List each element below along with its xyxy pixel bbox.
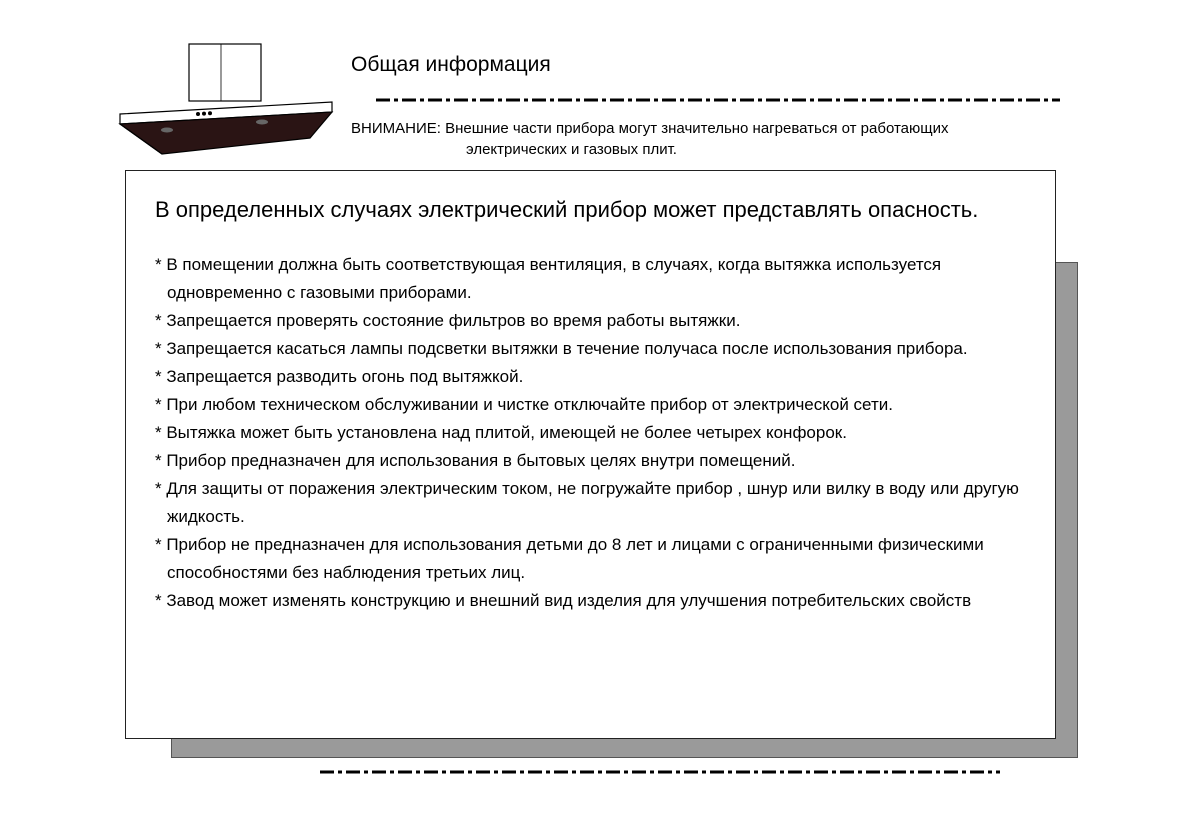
list-item: * Запрещается касаться лампы подсветки вытяжки в течение получаса после использования прибора. — [155, 339, 968, 358]
list-item: * В помещении должна быть соответствующая вентиляция, в случаях, когда вытяжка используется одновременно с газовыми приборами. — [155, 255, 942, 302]
warning-note — [351, 118, 1091, 160]
safety-panel — [125, 170, 1056, 739]
warning-line-1: ВНИМАНИЕ: Внешние части прибора могут значительно нагреваться от работающих — [351, 120, 949, 137]
section-title: Общая информация — [351, 53, 551, 76]
range-hood-illustration — [112, 42, 342, 162]
list-item: * Прибор не предназначен для использования детьми до 8 лет и лицами с ограниченными физическими способностями без наблюдения третьих лиц. — [155, 535, 984, 582]
list-item: * Вытяжка может быть установлена над плитой, имеющей не более четырех конфорок. — [155, 423, 847, 442]
list-item: * Завод может изменять конструкцию и внешний вид изделия для улучшения потребительских свойств — [155, 591, 972, 610]
list-item: * Запрещается разводить огонь под вытяжкой. — [155, 367, 524, 386]
list-item: * Запрещается проверять состояние фильтров во время работы вытяжки. — [155, 311, 741, 330]
list-item: * При любом техническом обслуживании и чистке отключайте прибор от электрической сети. — [155, 395, 893, 414]
safety-lead: В определенных случаях электрический прибор может представлять опасность. — [155, 197, 979, 222]
safety-list — [155, 251, 1050, 615]
top-divider — [376, 97, 1060, 103]
warning-line-2: электрических и газовых плит. — [466, 141, 677, 158]
bottom-divider — [320, 769, 1000, 775]
list-item: * Прибор предназначен для использования в бытовых целях внутри помещений. — [155, 451, 796, 470]
list-item: * Для защиты от поражения электрическим током, не погружайте прибор , шнур или вилку в воду или другую жидкость. — [155, 479, 1019, 526]
